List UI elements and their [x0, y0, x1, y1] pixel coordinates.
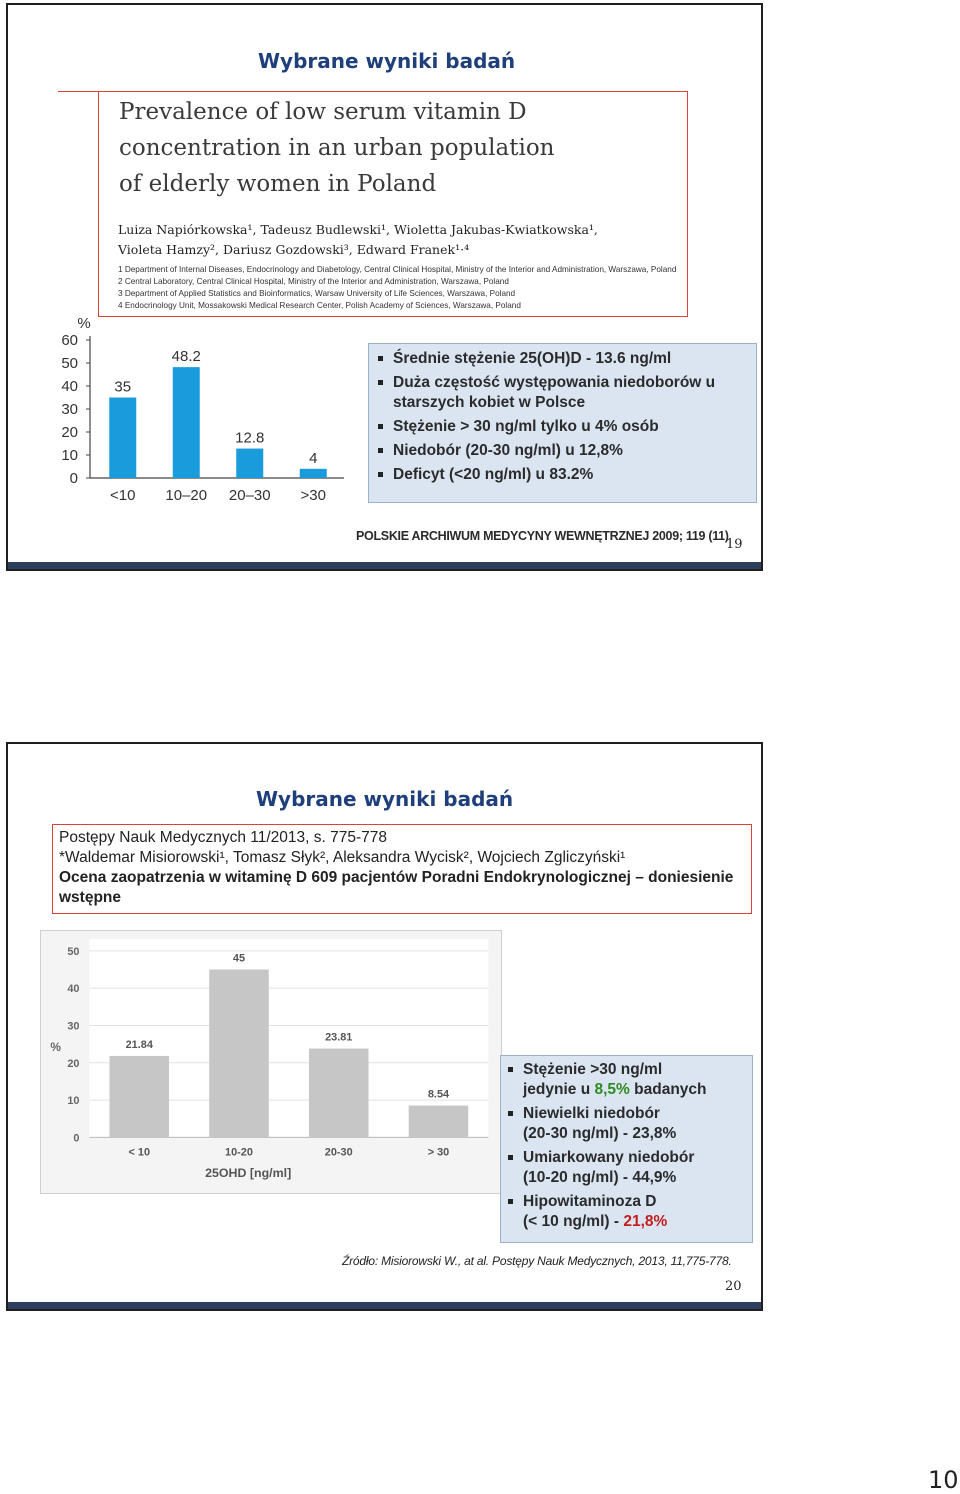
affiliation: 2 Central Laboratory, Central Clinical Hospital, Ministry of the Interior and Administration, Warszawa, Poland: [118, 277, 509, 286]
paper-title-line: Prevalence of low serum vitamin D: [119, 99, 527, 125]
finding-item: Duża częstość występowania niedoborów u starszych kobiet w Polsce: [377, 373, 756, 413]
finding-line: (20-30 ng/ml) - 23,8%: [523, 1125, 677, 1142]
chart-vitamin-d-women: [54, 317, 354, 507]
page-number: 10: [928, 1466, 959, 1494]
slide-20: [6, 742, 763, 1311]
bar: [309, 1049, 369, 1138]
finding-line: [523, 1080, 752, 1100]
y-tick-label: 50: [61, 355, 78, 372]
bar-value-label: 4: [309, 449, 318, 467]
x-tick-label: >30: [300, 487, 326, 504]
journal-citation: POLSKIE ARCHIWUM MEDYCYNY WEWNĘTRZNEJ 2009; 119 (11): [356, 529, 729, 543]
finding-text: jedynie u: [523, 1081, 595, 1098]
y-tick-label: 60: [61, 332, 78, 349]
bar-value-label: 35: [114, 378, 132, 396]
slide-title: Wybrane wyniki badań: [258, 49, 516, 73]
finding-highlight: 21,8%: [623, 1213, 668, 1230]
bar-value-label: 8.54: [427, 1088, 450, 1101]
bar-value-label: 45: [232, 952, 246, 965]
y-tick-label: 20: [61, 424, 78, 441]
finding-item: [507, 1104, 752, 1144]
findings-box: [368, 343, 757, 503]
source-note: Źródło: Misiorowski W., at al. Postępy Nauk Medycznych, 2013, 11,775-778.: [342, 1254, 732, 1268]
x-tick-label: <10: [110, 487, 136, 504]
slide-number: 19: [726, 537, 743, 552]
y-tick-label: 0: [69, 470, 78, 487]
y-tick-label: 10: [61, 447, 78, 464]
finding-line: Niewielki niedobór: [523, 1105, 660, 1122]
bar-value-label: 23.81: [325, 1031, 353, 1044]
finding-item: Średnie stężenie 25(OH)D - 13.6 ng/ml: [377, 349, 756, 369]
x-tick-label: < 10: [128, 1146, 151, 1159]
affiliation: 1 Department of Internal Diseases, Endocrinology and Diabetology, Central Clinical Hospital, Ministry of the Interior and Administration, Warszawa, Poland: [118, 265, 677, 274]
x-tick-label: 20–30: [228, 487, 271, 504]
finding-item: [507, 1148, 752, 1188]
authors-line: Luiza Napiórkowska¹, Tadeusz Budlewski¹, Wioletta Jakubas-Kwiatkowska¹,: [118, 222, 598, 237]
y-tick-label: 30: [67, 1020, 80, 1033]
bar-value-label: 48.2: [171, 348, 201, 366]
finding-item: Niedobór (20-30 ng/ml) u 12,8%: [377, 441, 756, 461]
slide-19: [6, 3, 763, 571]
y-tick-label: 40: [67, 983, 80, 996]
y-axis-label: %: [50, 1040, 61, 1055]
chart-25ohd-patients: [40, 930, 502, 1194]
finding-highlight: 8,5%: [594, 1081, 630, 1098]
y-tick-label: 50: [67, 945, 80, 958]
bar-value-label: 12.8: [235, 429, 265, 447]
bar: [300, 469, 327, 478]
reference-title: Ocena zaopatrzenia w witaminę D 609 pacjentów Poradni Endokrynologicznej – doniesienie wstępne: [59, 869, 734, 906]
slide-bottom-bar: [8, 562, 761, 569]
paper-title-line: of elderly women in Poland: [119, 171, 437, 197]
bar: [409, 1106, 469, 1138]
finding-item: Stężenie > 30 ng/ml tylko u 4% osób: [377, 417, 756, 437]
findings-box: [500, 1055, 753, 1243]
paper-excerpt: [98, 91, 688, 317]
x-tick-label: > 30: [427, 1146, 450, 1159]
slide-bottom-bar: [8, 1302, 761, 1309]
finding-item: [507, 1192, 752, 1232]
bar: [109, 1056, 169, 1137]
affiliation: 3 Department of Applied Statistics and Bioinformatics, Warsaw University of Life Sciences, Warszawa, Poland: [118, 289, 516, 298]
y-tick-label: 30: [61, 401, 78, 418]
y-tick-label: 0: [73, 1132, 80, 1145]
authors-line: Violeta Hamzy², Dariusz Gozdowski³, Edward Franek¹·⁴: [118, 242, 470, 257]
x-tick-label: 20-30: [324, 1146, 353, 1159]
y-axis-label: %: [77, 317, 91, 332]
reference-box: [52, 824, 752, 914]
bar: [236, 449, 263, 478]
paper-authors: [118, 220, 678, 260]
finding-line: Hipowitaminoza D: [523, 1193, 657, 1210]
finding-item: Deficyt (<20 ng/ml) u 83.2%: [377, 465, 756, 485]
y-tick-label: 20: [67, 1057, 80, 1070]
paper-affiliations: [118, 264, 683, 312]
y-tick-label: 10: [67, 1095, 80, 1108]
finding-line: [523, 1212, 752, 1232]
slide-title: Wybrane wyniki badań: [256, 787, 514, 811]
paper-title-line: concentration in an urban population: [119, 135, 555, 161]
finding-item: [507, 1060, 752, 1100]
bar: [209, 970, 269, 1138]
x-tick-label: 10–20: [165, 487, 208, 504]
paper-title: [119, 94, 679, 202]
bar: [173, 367, 200, 478]
finding-line: Umiarkowany niedobór: [523, 1149, 695, 1166]
finding-text: (< 10 ng/ml) -: [523, 1213, 624, 1230]
finding-text: badanych: [629, 1081, 707, 1098]
finding-line: (10-20 ng/ml) - 44,9%: [523, 1169, 677, 1186]
bar-value-label: 21.84: [125, 1038, 153, 1051]
x-tick-label: 10-20: [225, 1146, 253, 1159]
reference-authors: *Waldemar Misiorowski¹, Tomasz Słyk², Aleksandra Wycisk², Wojciech Zgliczyński¹: [59, 849, 626, 866]
slide-number: 20: [725, 1279, 742, 1294]
affiliation: 4 Endocrinology Unit, Mossakowski Medical Research Center, Polish Academy of Sciences, Warszawa, Poland: [118, 301, 521, 310]
x-axis-label: 25OHD [ng/ml]: [205, 1166, 292, 1181]
finding-line: Stężenie >30 ng/ml: [523, 1061, 663, 1078]
y-tick-label: 40: [61, 378, 78, 395]
bar: [109, 398, 136, 479]
reference-journal: Postępy Nauk Medycznych 11/2013, s. 775-778: [59, 829, 387, 846]
